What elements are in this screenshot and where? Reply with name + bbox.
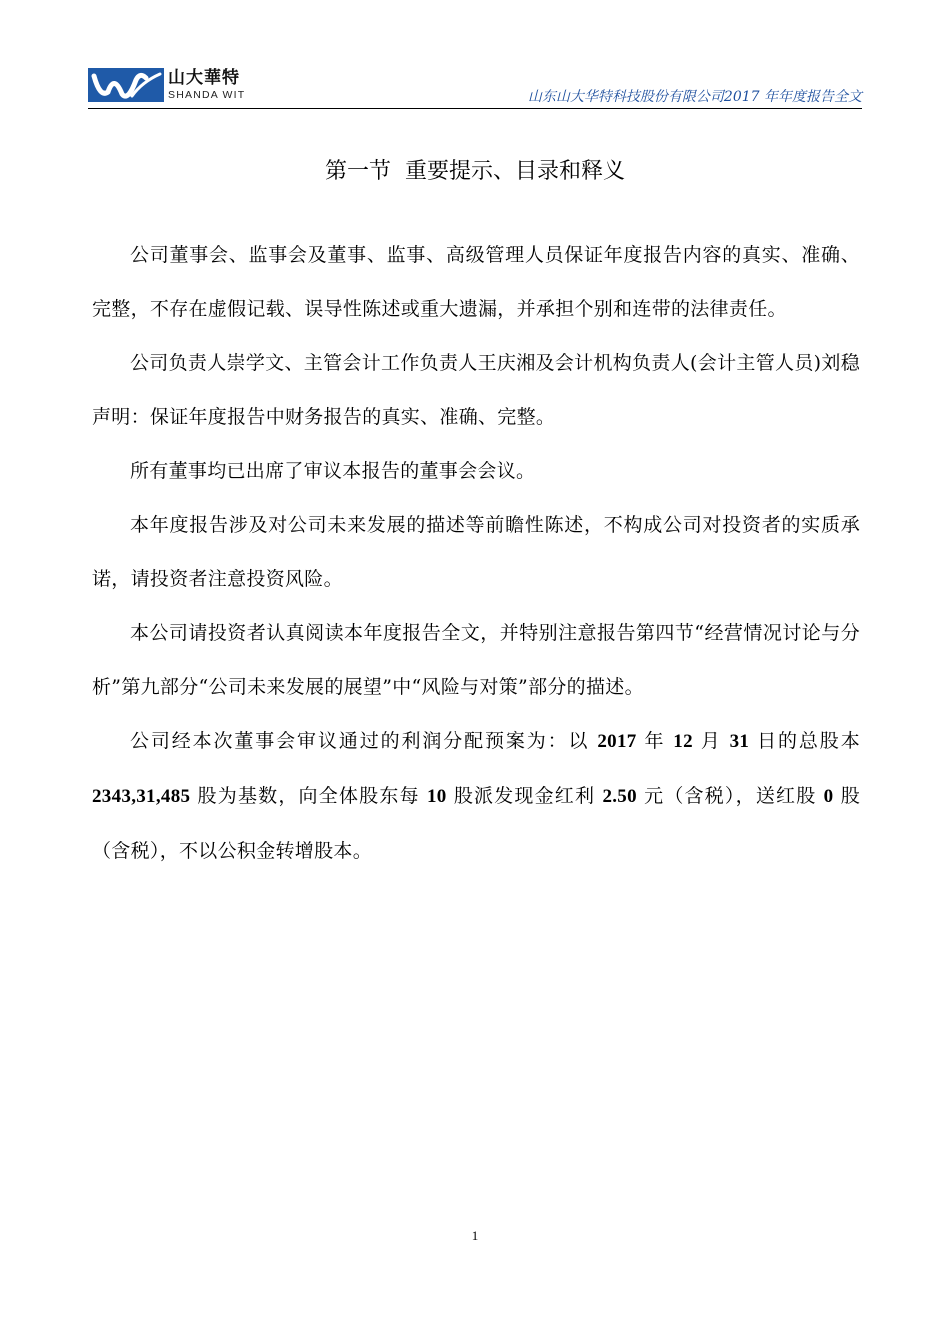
per-shares: 10 [426,786,447,807]
paragraph-responsibility: 公司董事会、监事会及董事、监事、高级管理人员保证年度报告内容的真实、准确、完整，不存在虚假记载、误导性陈述或重大遗漏，并承担个别和连带的法律责任。 [92,244,860,320]
company-logo [88,68,245,106]
document-body [92,228,860,878]
section-number: 第一节 [324,159,391,184]
text-segment: 股派发现金红利 [446,785,603,807]
header-divider [88,108,862,109]
paragraph-profit-distribution [92,714,860,878]
paragraph-forward-looking: 本年度报告涉及对公司未来发展的描述等前瞻性陈述，不构成公司对投资者的实质承诺，请投资者注意投资风险。 [92,514,860,590]
paragraph-financial-statement: 公司负责人崇学文、主管会计工作负责人王庆湘及会计机构负责人(会计主管人员)刘稳声明：保证年度报告中财务报告的真实、准确、完整。 [92,352,860,428]
logo-english-text: SHANDA WIT [168,89,246,101]
cash-dividend: 2.50 [602,786,637,807]
total-shares: 2343,31,485 [92,786,191,807]
text-segment: 日的总股本 [749,730,860,752]
text-segment: 年 [636,730,674,752]
section-title [0,156,950,188]
paragraph-risk-notice: 本公司请投资者认真阅读本年度报告全文，并特别注意报告第四节“经营情况讨论与分析”第九部分“公司未来发展的展望”中“风险与对策”部分的描述。 [92,622,860,698]
report-title: 山东山大华特科技股份有限公司2017 年年度报告全文 [527,89,862,105]
text-segment: 元（含税），送红股 [636,785,824,807]
section-heading: 重要提示、目录和释义 [405,159,626,184]
text-segment: 股为基数，向全体股东每 [190,785,427,807]
page-number: 1 [471,1228,479,1243]
bonus-shares: 0 [823,786,834,807]
distribution-year: 2017 [597,731,637,752]
distribution-month: 12 [673,731,693,752]
shanda-wit-logo-icon [88,68,164,102]
distribution-day: 31 [729,731,750,752]
text-segment: 股（含税），不以公积金转增股本。 [92,785,861,862]
paragraph-board-attendance: 所有董事均已出席了审议本报告的董事会会议。 [130,460,536,482]
text-segment: 公司经本次董事会审议通过的利润分配预案为：以 [130,730,598,752]
logo-chinese-text: 山大華特 [168,68,240,88]
page-header [88,68,862,110]
text-segment: 月 [692,730,730,752]
